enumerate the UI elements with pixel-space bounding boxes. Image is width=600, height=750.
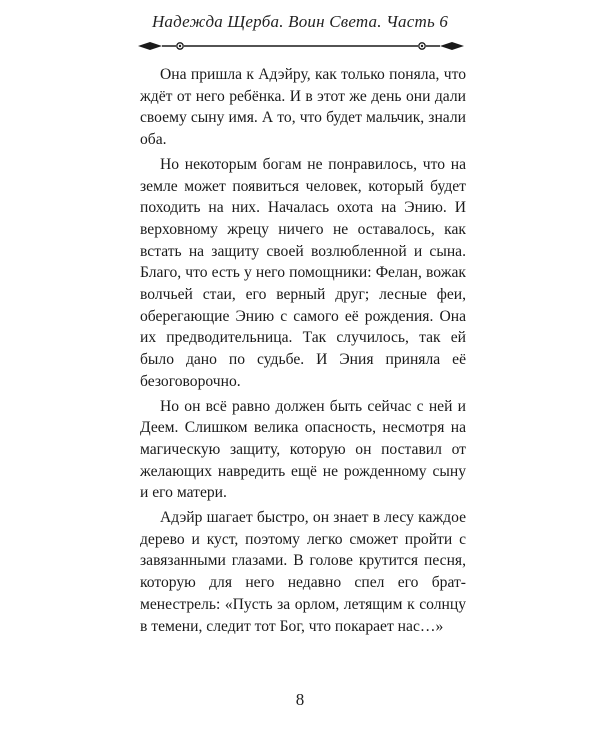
paragraph-1: Она пришла к Адэйру, как только поняла, что ждёт от него ребёнка. И в этот же день они дали своему сыну имя. А то, что будет мальчик, знали оба. — [140, 66, 466, 149]
running-header-title: Надежда Щерба. Воин Света. Часть 6 — [151, 12, 449, 31]
paragraph-2: Но некоторым богам не понравилось, что на земле может появиться человек, который будет походить на них. Началась охота на Энию. И верховному жрецу ничего не оставалось, как встать на защиту своей возлюбленной и сына. Благо, что есть у него помощники: Фелан, вожак волчьей стаи, его верный друг; лесные феи, оберегающие Энию с самого её рождения. Она их предводительница. Так случилось, так ей было дано по судьбе. И Эния приняла её безоговорочно. — [140, 155, 466, 390]
header-ornament-divider — [136, 38, 466, 54]
paragraph-4: Адэйр шагает быстро, он знает в лесу каждое дерево и куст, поэтому легко сможет пройти с завязанными глазами. В голове крутится песня, которую для него недавно спел его брат-менестрель: «Пусть за орлом, летящим к солнцу в темени, следит тот Бог, что покарает нас…» — [140, 509, 466, 635]
paragraph-3: Но он всё равно должен быть сейчас с ней и Деем. Слишком велика опасность, несмотря на магическую защиту, которую он поставил от желающих навредить ещё не рожденному сыну и его матери. — [140, 397, 466, 502]
main-text — [140, 64, 466, 637]
running-header — [0, 8, 600, 60]
page-number: 8 — [295, 690, 305, 709]
